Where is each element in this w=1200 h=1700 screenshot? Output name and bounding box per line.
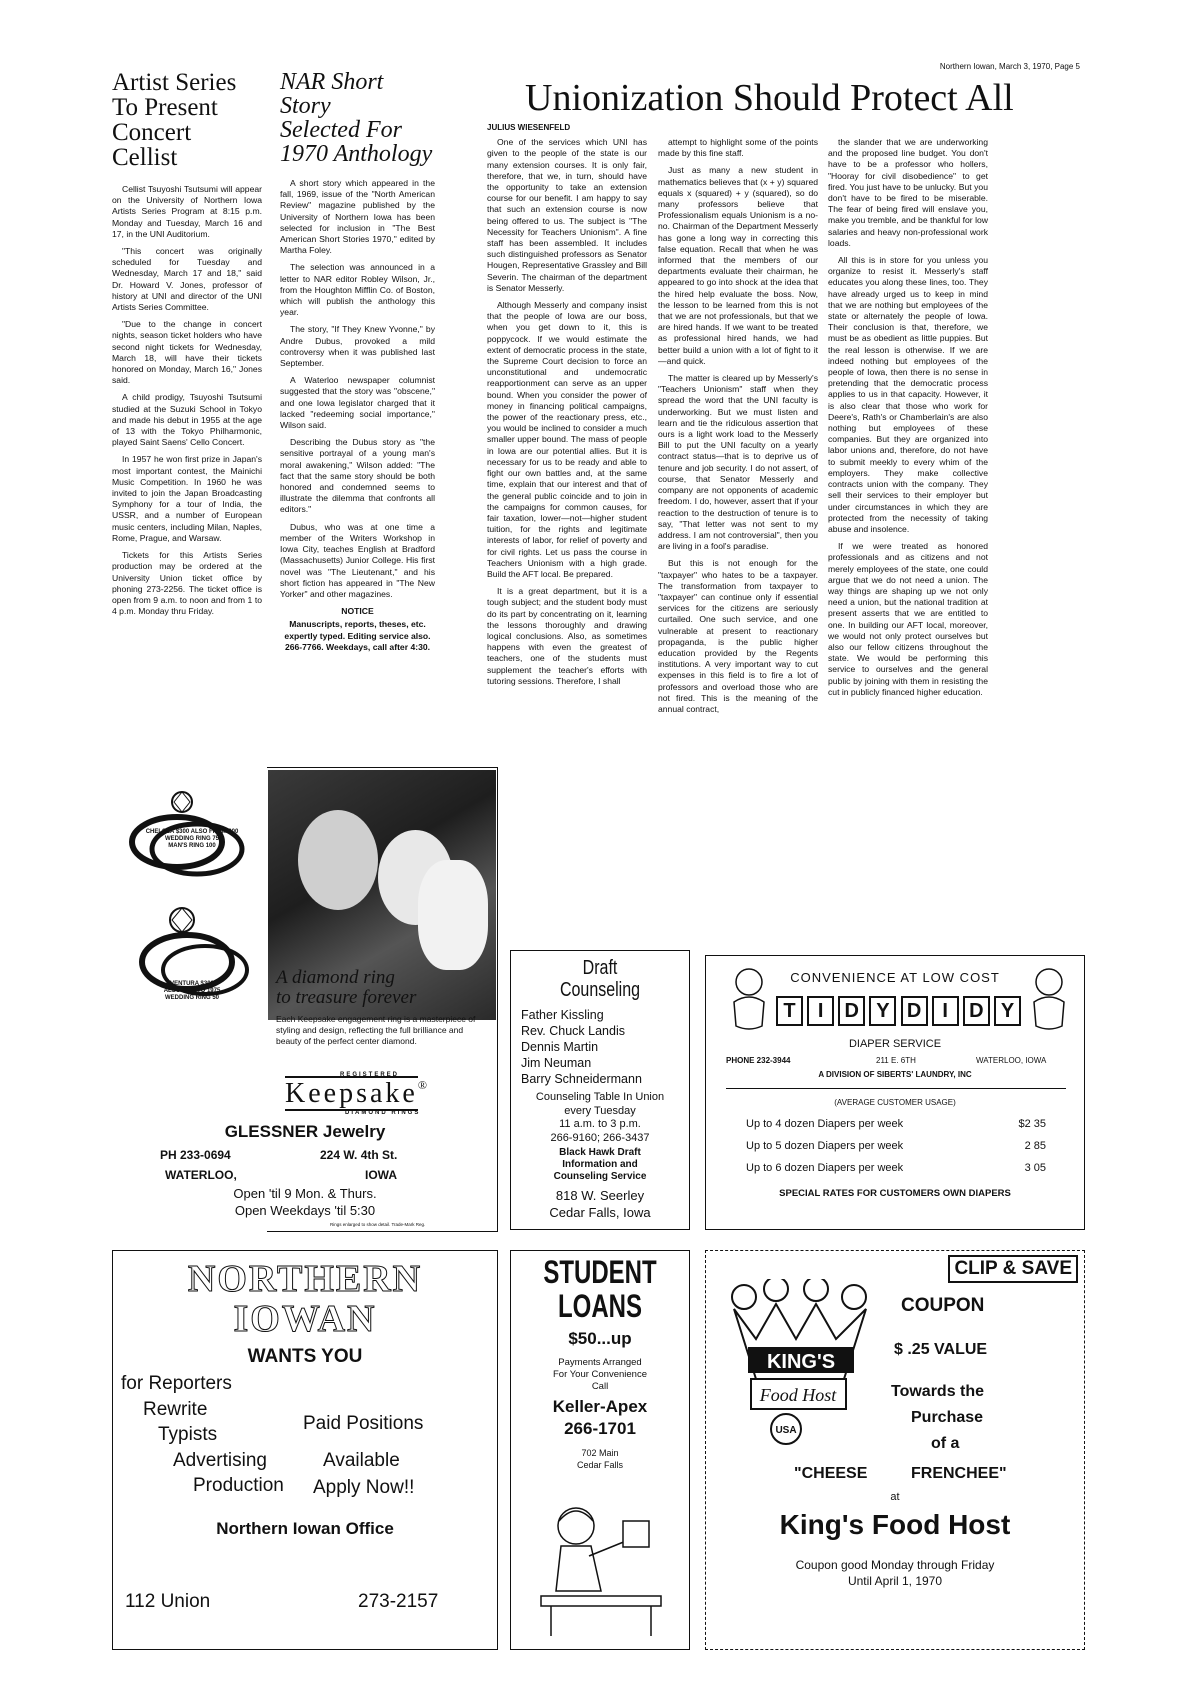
coupon-label: COUPON [901, 1295, 985, 1316]
loans-payment [511, 1357, 689, 1393]
office-phone: 273-2157 [358, 1591, 439, 1612]
usa-text: USA [775, 1425, 797, 1436]
article-paragraph: A short story which appeared in the fall, 1969, issue of the "North American Review" magazine published by the University of Northern Iowa has been selected for inclusion in "The Best American Short Stories 1970," edited by Martha Foley. [280, 178, 435, 256]
masthead-line: IOWAN [233, 1298, 377, 1340]
banner-letter: Y [994, 996, 1021, 1026]
counselor-name: Barry Schneidermann [521, 1072, 642, 1086]
draft-title [529, 957, 671, 1001]
loans-title [533, 1255, 667, 1323]
article-paragraph: All this is in store for you unless you organize to resist it. Messerly's staff educates you along these lines, too. They have already urged us to keep in mind that we are nothing but employees of the state or alternately the people of Iowa. Their conclusion is that, therefore, we must be as obedient as little puppies. But the real lesson is otherwise. If we are indeed nothing but employees of the people of Iowa, then there is no sense in pretending that the democratic process applies to us in that capacity. However, it is also clear that those who work for Deere's, Rath's or Chamberlain's are also nothing but employees of these companies. But they are organized into labor unions and, therefore, do not have to submit meekly to every whim of the employers. They make collective contracts union with the company. They sell their services to their employer but under circumstances in which they are protected from the necessity of taking abuse and insolence. [828, 255, 988, 534]
tidy-phone: PHONE 232-3944 [726, 1056, 791, 1065]
banner-letter: I [932, 996, 959, 1026]
article-paragraph: A child prodigy, Tsuyoshi Tsutsumi studied at the Suzuki School in Tokyo and made his debut in 1955 at the age of 13 with the Tokyo Philharmonic, played Saint Saens' Cello Concert. [112, 392, 262, 448]
draft-info-line: every Tuesday [564, 1104, 636, 1117]
glessner-ad-border [267, 767, 498, 1232]
purchase: Purchase [911, 1409, 984, 1426]
cheese: "CHEESE [794, 1465, 868, 1482]
glessner-phone: PH 233-0694 [160, 1148, 231, 1162]
for-reporters: for Reporters [121, 1373, 232, 1394]
counselor-name: Rev. Chuck Landis [521, 1024, 625, 1038]
unionization-col-1 [487, 122, 647, 693]
payment-line: Payments Arranged [558, 1357, 642, 1368]
artist-series-headline [112, 70, 262, 170]
banner-letter: I [807, 996, 834, 1026]
loans-title-line: LOANS [558, 1288, 642, 1324]
draft-address-line: Cedar Falls, Iowa [549, 1205, 651, 1220]
man-arm [589, 1541, 626, 1556]
tidy-price-row [746, 1162, 1046, 1174]
apply-now: Apply Now!! [313, 1477, 415, 1498]
draft-title-line: Counseling [559, 979, 641, 1001]
chelsea-caption [112, 829, 272, 850]
diamond-rings-label: DIAMOND RINGS [345, 1110, 421, 1116]
registered-label: REGISTERED [340, 1072, 400, 1078]
draft-info-line: Counseling Table In Union [535, 1091, 665, 1103]
northern-iowan-masthead [113, 1259, 497, 1339]
notice-text: Manuscripts, reports, theses, etc. expertly typed. Editing service also. 266-7766. Weekdays, call after 4:30. [284, 619, 431, 652]
tidy-price-value: 3 05 [1024, 1162, 1046, 1174]
clip-and-save: CLIP & SAVE [948, 1255, 1078, 1283]
caption-line: MAN'S RING 100 [168, 843, 216, 849]
towards-the: Towards the [891, 1383, 985, 1400]
caption-line: VENTURA $300 [170, 981, 214, 987]
loans-address-line: Cedar Falls [576, 1460, 623, 1470]
draft-info-line: 11 a.m. to 3 p.m. [559, 1118, 641, 1130]
payment-line: Call [591, 1381, 609, 1392]
headline-line: Selected For [280, 117, 402, 143]
kings-food-host-name: King's Food Host [779, 1509, 1011, 1540]
draft-info-line: 266-9160; 266-3437 [550, 1131, 650, 1144]
tidy-header: CONVENIENCE AT LOW COST [790, 970, 1000, 985]
tidy-didy-banner [776, 996, 1021, 1028]
stamp-icon [623, 1521, 649, 1547]
desk [541, 1596, 661, 1636]
glessner-hours-1: Open 'til 9 Mon. & Thurs. [233, 1186, 377, 1201]
crown-ball [804, 1279, 828, 1301]
student-loans-ad [510, 1250, 690, 1650]
man-body [556, 1546, 601, 1591]
at-label: at [890, 1491, 900, 1503]
food-host-text: Food Host [759, 1385, 837, 1405]
kings-coupon-ad [705, 1250, 1085, 1650]
crown-ball [842, 1285, 866, 1309]
available: Available [323, 1450, 400, 1471]
headline-line: To Present [112, 94, 218, 121]
caption-line: WEDDING RING 50 [164, 995, 219, 1001]
article-paragraph: "This concert was originally scheduled for Tuesday and Wednesday, March 17 and 18," said Dr. Howard V. Jones, professor of history at UNI and director of the UNI Artists Series Committee. [112, 246, 262, 313]
page-header: Northern Iowan, March 3, 1970, Page 5 [939, 62, 1080, 71]
baby-body [734, 997, 764, 1029]
loans-phone: 266-1701 [564, 1419, 636, 1438]
headline-line: 1970 Anthology [280, 141, 433, 167]
unionization-headline: Unionization Should Protect All [525, 77, 1014, 119]
frenchee: FRENCHEE" [911, 1465, 1007, 1482]
tidy-service: DIAPER SERVICE [848, 1038, 942, 1050]
glessner-fine-print: Rings enlarged to show detail. Trade-Mark Reg. [330, 1222, 426, 1227]
masthead-line: NORTHERN [187, 1258, 423, 1300]
draft-org-line: Counseling Service [553, 1171, 647, 1182]
keepsake-copy: Each Keepsake engagement ring is a masterpiece of styling and design, reflecting the full brilliance and beauty of the perfect center diamond. [276, 1014, 476, 1046]
kings-text: KING'S [766, 1351, 836, 1373]
office-room: 112 Union [125, 1591, 211, 1612]
article-paragraph: In 1957 he won first prize in Japan's most important contest, the Mainichi Music Competition. In 1960 he was invited to join the Japan Broadcasting Symphony for a tour of India, the USSR, and a number of European music centers, including Milan, Naples, Rome, Prague, and Warsaw. [112, 454, 262, 543]
article-paragraph: The matter is cleared up by Messerly's "Teachers Unionism" staff when they spread the word that the UNI faculty is underworking. But we must listen and learn and tie the ridiculous assertion that ours is a light work load to the Messerly Bill to put the UNI faculty on a yearly contract status—that is to deprive us of tenure and job security. I do not assert, of course, that Senator Messerly and company are not opponents of academic freedom. I do, however, assert that if your reaction to the destruction of tenure is to say, "That letter was not sent to my address. I am not controversial", then you are living in a fool's paradise. [658, 373, 818, 552]
draft-org [511, 1147, 689, 1183]
draft-title-line: Draft [582, 957, 618, 979]
glessner-store-name: GLESSNER Jewelry [224, 1122, 386, 1141]
tidy-price-value: 2 85 [1024, 1140, 1046, 1152]
coupon-terms [706, 1557, 1084, 1589]
caption-line: CHELSEA $300 ALSO FROM 200 [145, 829, 239, 835]
tidy-price-label: Up to 5 dozen Diapers per week [746, 1140, 904, 1152]
tidy-special-rates: SPECIAL RATES FOR CUSTOMERS OWN DIAPERS [779, 1188, 1011, 1199]
headline-line: to treasure forever [276, 987, 417, 1008]
ventura-caption [112, 981, 272, 1002]
artist-series-article [112, 70, 262, 623]
role-typists: Typists [158, 1424, 218, 1445]
glessner-hours-2: Open Weekdays 'til 5:30 [234, 1203, 376, 1218]
draft-org-line: Black Hawk Draft [559, 1147, 641, 1158]
glessner-address: 224 W. 4th St. [320, 1148, 398, 1162]
caption-line: ALSO $150 TO 1975 [163, 988, 221, 994]
tidy-price-value: $2 35 [1018, 1118, 1046, 1130]
terms-line: Coupon good Monday through Friday [795, 1558, 995, 1572]
man-head [558, 1508, 594, 1544]
baby-icon [726, 966, 772, 1036]
role-production: Production [193, 1475, 284, 1496]
article-paragraph: Describing the Dubus story as "the sensitive portrayal of a young man's moral awakening," Wilson added: "The fact that the same story should be both honored and condemned seems to illustrate the dilemma that confronts all editors." [280, 437, 435, 515]
glessner-state: IOWA [365, 1168, 397, 1182]
payment-line: For Your Convenience [552, 1369, 647, 1380]
tidy-divider [726, 1088, 1066, 1089]
article-paragraph: "Due to the change in concert nights, season ticket holders who have second night tickets for Wednesday, March 18, will have their tickets honored on Monday, March 16," Jones said. [112, 319, 262, 386]
crown-ball [764, 1279, 788, 1301]
article-paragraph: Cellist Tsuyoshi Tsutsumi will appear on the University of Northern Iowa Artists Series Program at 8:15 p.m. Monday and Tuesday, March 16 and 17, in the UNI Auditorium. [112, 184, 262, 239]
loans-address-line: 702 Main [581, 1448, 619, 1458]
headline-line: Concert Cellist [112, 119, 192, 171]
draft-address [511, 1187, 689, 1221]
banner-letter: Y [869, 996, 896, 1026]
article-paragraph: the slander that we are underworking and the proposed line budget. You don't have to be a professor who hollers, "Hooray for civil disobedience" to get fired. You just have to be unlucky. But you don't have to be fired to be miserable. The fear of being fired will enslave you, make you tremble, and be thankful for low salaries and heavy non-professional work loads. [828, 137, 988, 248]
article-paragraph: Just as many a new student in mathematics believes that (x + y) squared equals x (squared) + y (squared), so do many professors believe that Professionalism equals Unionism is a no-no. Chairman of the Department Messerly has gone a long way in correcting this false equation. Recall that when he was informed that the members of our departments evaluate their chairman, he appeared to go into shock at the idea that the hired help evaluate the boss. Now, the lesson to be learned from this is not that we are not professionals, but that we are hired hands. If we want to be treated as professional hired hands, we had better build a union with a lot of fight to it—and quick. [658, 165, 818, 366]
notice-heading: NOTICE [341, 606, 374, 617]
article-paragraph: One of the services which UNI has given to the people of the state is our many extension courses. It is only fair, therefore, that we, in turn, should have the opportunity to take an extension course for our benefit. I am happy to say that such an extension course is now being offered to us. The subject is "The Necessity for Teachers Unionism". A fine staff has been assembled. It includes such distinguished professors as Senator Hougen, Representative Grassley and Bill Severin. The chairman of the department is Senator Messerly. [487, 137, 647, 293]
caption-line: WEDDING RING 75 [164, 836, 219, 842]
reg-mark: ® [417, 1078, 430, 1092]
article-paragraph: A Waterloo newspaper columnist suggested that the story was "obscene," and one Iowa legislator charged that it lacked "redeeming social importance," Wilson said. [280, 375, 435, 431]
counselor-name: Father Kissling [521, 1008, 604, 1022]
loans-address [511, 1447, 689, 1471]
northern-iowan-ad [112, 1250, 498, 1650]
banner-letter: D [963, 996, 990, 1026]
banner-letter: D [901, 996, 928, 1026]
tidy-price-row [746, 1118, 1046, 1130]
baby-icon [1026, 966, 1072, 1036]
article-paragraph: Tickets for this Artists Series production may be ordered at the University Union ticket office by phoning 273-2256. The ticket office is open from 9 a.m. to noon and from 1 to 4 p.m. Monday thru Friday. [112, 550, 262, 617]
tidy-city: WATERLOO, IOWA [976, 1056, 1047, 1065]
tidy-price-row [746, 1140, 1046, 1152]
terms-line: Until April 1, 1970 [847, 1574, 943, 1588]
of-a: of a [931, 1435, 960, 1452]
headline-line: NAR Short Story [280, 69, 384, 119]
tidy-price-label: Up to 6 dozen Diapers per week [746, 1162, 904, 1174]
coupon-value: $ .25 VALUE [894, 1341, 988, 1358]
article-paragraph: If we were treated as honored professionals and as citizens and not merely employees of the state, one could argue that we do not need a union. The way things are shaping up we not only need a union, but the national tradition at present asserts that we are entitled to one. In building our AFT local, moreover, we would not only protect ourselves but also our fellow citizens throughout the state. We would be performing this service to ourselves and the general public by joining with them in resisting the cut in publicly financed higher education. [828, 541, 988, 697]
banner-letter: D [838, 996, 865, 1026]
baby-head [1036, 969, 1062, 995]
loans-title-line: STUDENT [543, 1254, 657, 1290]
role-advertising: Advertising [173, 1450, 267, 1471]
byline: JULIUS WIESENFELD [487, 123, 571, 132]
draft-address-line: 818 W. Seerley [555, 1188, 645, 1203]
kings-crown-logo [726, 1279, 876, 1449]
draft-counseling-ad [510, 950, 690, 1230]
draft-table-info [511, 1091, 689, 1145]
article-paragraph: Dubus, who was at one time a member of the Writers Workshop in Iowa City, teaches English at Bradford (Massachusetts) Junior College. His first novel was "The Lieutenant," and his short fiction has appeared in "The New Yorker" and other magazines. [280, 521, 435, 599]
tidy-price-label: Up to 4 dozen Diapers per week [746, 1118, 904, 1130]
tidy-usage-label: (AVERAGE CUSTOMER USAGE) [834, 1098, 956, 1107]
article-paragraph: Although Messerly and company insist that the people of Iowa are our boss, when you get down to it, this is poppycock. If we would estimate the extent of democratic process in the state, the Supreme Court decision to force an unconstitutional and undemocratic reapportionment can serve as an upper bound. When you consider the power of money in financing political campaigns, the power of the reactionary press, etc., you would be inclined to consider a much smaller upper bound. The mass of people in Iowa are our potential allies. But it is necessary for us to be ready and able to fight our own battles and, at the same time, explain that our interest and that of the general public coincide and to join in the campaigns for common causes, for fair taxation, lower—not—higher student tuition, for the rights and legitimate interests of labor, for relief of poverty and for civil rights. Let us pass the course in Teachers Unionism with a high grade. Build the AFT local. Be prepared. [487, 300, 647, 579]
baby-head [736, 969, 762, 995]
unionization-col-3 [828, 137, 988, 704]
role-rewrite: Rewrite [143, 1399, 208, 1420]
tidy-didy-ad [705, 955, 1085, 1230]
article-paragraph: attempt to highlight some of the points made by this fine staff. [658, 137, 818, 159]
draft-names [521, 1007, 642, 1087]
nar-story-article [280, 70, 435, 653]
counselor-name: Jim Neuman [521, 1056, 592, 1070]
baby-body [1034, 997, 1064, 1029]
article-paragraph: The selection was announced in a letter to NAR editor Robley Wilson, Jr., from the Houghton Mifflin Co. of Boston, which will publish the anthology this year. [280, 262, 435, 318]
tidy-division: A DIVISION OF SIBERTS' LAUNDRY, INC [818, 1070, 972, 1079]
keepsake-logo-text: Keepsake [285, 1078, 418, 1109]
wants-you: WANTS YOU [247, 1346, 363, 1367]
tidy-address: 211 E. 6TH [876, 1056, 916, 1065]
article-paragraph: The story, "If They Knew Yvonne," by Andre Dubus, provoked a mild controversy when it was published last September. [280, 324, 435, 369]
unionization-col-2 [658, 137, 818, 721]
loans-amount: $50...up [568, 1329, 632, 1348]
headline-line: A diamond ring [276, 967, 395, 988]
diamond-icon [170, 908, 194, 932]
nar-story-headline [280, 70, 435, 166]
glessner-city: WATERLOO, [165, 1168, 237, 1182]
northern-iowan-office: Northern Iowan Office [216, 1519, 394, 1538]
draft-org-line: Information and [562, 1159, 638, 1170]
counselor-name: Dennis Martin [521, 1040, 599, 1054]
paid-positions: Paid Positions [303, 1413, 424, 1434]
loans-company: Keller-Apex [552, 1397, 648, 1416]
diamond-icon [172, 792, 192, 812]
banner-letter: T [776, 996, 803, 1026]
crown-ball [732, 1285, 756, 1309]
article-paragraph: It is a great department, but it is a tough subject; and the student body must do its part by concentrating on it, learning the lessons thoroughly and drawing logical conclusions. Also, as sometimes happens with even the greatest of teachers, one of the students must supplement the teacher's efforts with tutoring sessions. Therefore, I shall [487, 586, 647, 686]
article-paragraph: But this is not enough for the "taxpayer" who hates to be a taxpayer. The transformation from taxpayer to "taxpayer" can continue only if essential services for the citizens are seriously curtailed. One such service, and one vulnerable at present to reactionary propaganda, is the public higher education provided by the Regents institutions. A very important way to cut expenses in this field is to fire a lot of professors and overload those who are not fired. This is the meaning of the annual contract, [658, 558, 818, 714]
headline-line: Artist Series [112, 69, 237, 96]
man-at-desk-icon [531, 1491, 671, 1641]
